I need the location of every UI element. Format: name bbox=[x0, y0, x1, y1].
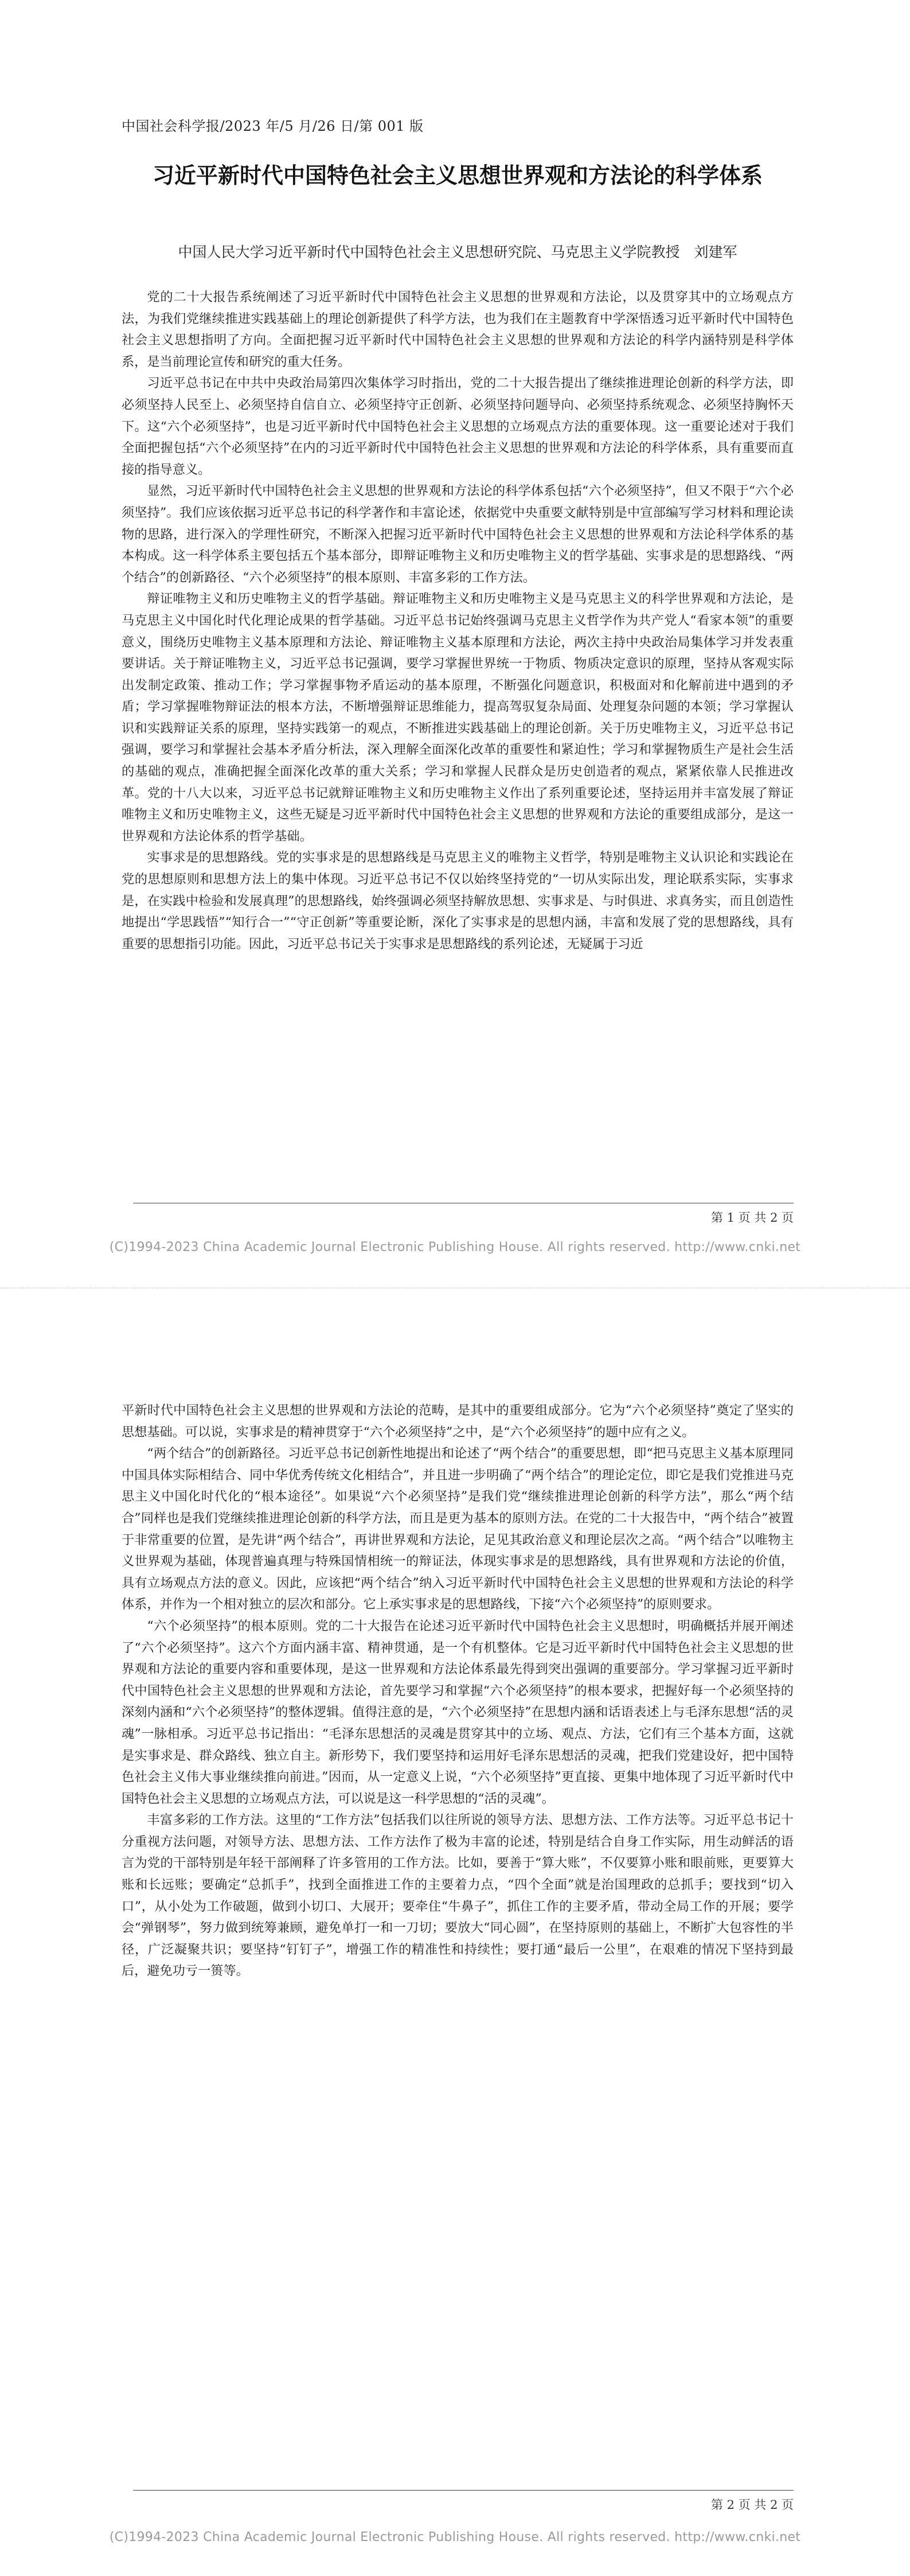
article-body-page-1 bbox=[122, 287, 794, 955]
author-line: 中国人民大学习近平新时代中国特色社会主义思想研究院、马克思主义学院教授 刘建军 bbox=[178, 244, 737, 260]
paragraph: 辩证唯物主义和历史唯物主义的哲学基础。辩证唯物主义和历史唯物主义是马克思主义的科学世界观和方法论，是马克思主义中国化时代化理论成果的哲学基础。习近平总书记始终强调马克思主义哲学作为共产党人“看家本领”的重要意义，围绕历史唯物主义基本原理和方法论、辩证唯物主义基本原理和方法论，两次主持中央政治局集体学习并发表重要讲话。关于辩证唯物主义，习近平总书记强调，要学习掌握世界统一于物质、物质决定意识的原理，坚持从客观实际出发制定政策、推动工作；学习掌握事物矛盾运动的基本原理，不断强化问题意识，积极面对和化解前进中遇到的矛盾；学习掌握唯物辩证法的根本方法，不断增强辩证思维能力，提高驾驭复杂局面、处理复杂问题的本领；学习掌握认识和实践辩证关系的原理，坚持实践第一的观点，不断推进实践基础上的理论创新。关于历史唯物主义，习近平总书记强调，要学习和掌握社会基本矛盾分析法，深入理解全面深化改革的重要性和紧迫性；学习和掌握物质生产是社会生活的基础的观点，准确把握全面深化改革的重大关系；学习和掌握人民群众是历史创造者的观点，紧紧依靠人民推进改革。党的十八大以来，习近平总书记就辩证唯物主义和历史唯物主义作出了系列重要论述，坚持运用并丰富发展了辩证唯物主义和历史唯物主义，这些无疑是习近平新时代中国特色社会主义思想的世界观和方法论的重要组成部分，是这一世界观和方法论体系的哲学基础。 bbox=[122, 591, 794, 844]
article-title: 习近平新时代中国特色社会主义思想世界观和方法论的科学体系 bbox=[152, 163, 763, 188]
copyright-notice: (C)1994-2023 China Academic Journal Electronic Publishing House. All rights reserved. http://www.cnki.net bbox=[109, 2530, 801, 2544]
page-number: 第 1 页 共 2 页 bbox=[710, 1211, 794, 1225]
paragraph: 习近平总书记在中共中央政治局第四次集体学习时指出，党的二十大报告提出了继续推进理论创新的科学方法，即必须坚持人民至上、必须坚持自信自立、必须坚持守正创新、必须坚持问题导向、必须坚持系统观念、必须坚持胸怀天下。这“六个必须坚持”，也是习近平新时代中国特色社会主义思想的立场观点方法的重要体现。这一重要论述对于我们全面把握包括“六个必须坚持”在内的习近平新时代中国特色社会主义思想的世界观和方法论的科学体系，具有重要而直接的指导意义。 bbox=[122, 376, 794, 477]
document-page-2 bbox=[0, 1288, 910, 2576]
paragraph: “六个必须坚持”的根本原则。党的二十大报告在论述习近平新时代中国特色社会主义思想时，明确概括并展开阐述了“六个必须坚持”。这六个方面内涵丰富、精神贯通，是一个有机整体。它是习近平新时代中国特色社会主义思想的世界观和方法论的重要内容和重要体现，是这一世界观和方法论体系最先得到突出强调的重要部分。学习掌握习近平新时代中国特色社会主义思想的世界观和方法论，首先要学习和掌握“六个必须坚持”的根本要求，把握好每一个必须坚持的深刻内涵和“六个必须坚持”的整体逻辑。值得注意的是，“六个必须坚持”在思想内涵和话语表述上与毛泽东思想“活的灵魂”一脉相承。习近平总书记指出：“毛泽东思想活的灵魂是贯穿其中的立场、观点、方法，它们有三个基本方面，这就是实事求是、群众路线、独立自主。新形势下，我们要坚持和运用好毛泽东思想活的灵魂，把我们党建设好，把中国特色社会主义伟大事业继续推向前进。”因而，从一定意义上说，“六个必须坚持”更直接、更集中地体现了习近平新时代中国特色社会主义思想的立场观点方法，可以说是这一科学思想的“活的灵魂”。 bbox=[122, 1618, 794, 1806]
paragraph: 实事求是的思想路线。党的实事求是的思想路线是马克思主义的唯物主义哲学，特别是唯物主义认识论和实践论在党的思想原则和思想方法上的集中体现。习近平总书记不仅以始终坚持党的“一切从实际出发，理论联系实际，实事求是，在实践中检验和发展真理”的思想路线，始终强调必须坚持解放思想、实事求是、与时俱进、求真务实，而且创造性地提出“学思践悟”“知行合一”“守正创新”等重要论断，深化了实事求是的思想内涵，丰富和发展了党的思想路线，具有重要的思想指引功能。因此，习近平总书记关于实事求是思想路线的系列论述，无疑属于习近 bbox=[122, 850, 794, 952]
paragraph: 党的二十大报告系统阐述了习近平新时代中国特色社会主义思想的世界观和方法论，以及贯穿其中的立场观点方法，为我们党继续推进实践基础上的理论创新提供了科学方法，也为我们在主题教育中学深悟透习近平新时代中国特色社会主义思想指明了方向。全面把握习近平新时代中国特色社会主义思想的世界观和方法论的科学内涵特别是科学体系，是当前理论宣传和研究的重大任务。 bbox=[122, 290, 794, 369]
paragraph: “两个结合”的创新路径。习近平总书记创新性地提出和论述了“两个结合”的重要思想，即“把马克思主义基本原理同中国具体实际相结合、同中华优秀传统文化相结合”，并且进一步明确了“两个结合”的理论定位，即它是我们党推进马克思主义中国化时代化的“根本途径”。如果说“六个必须坚持”是我们党“继续推进理论创新的科学方法”，那么“两个结合”同样也是我们党继续推进理论创新的科学方法，而且是更为基本的原则方法。在党的二十大报告中，“两个结合”被置于非常重要的位置，是先讲“两个结合”，再讲世界观和方法论，足见其政治意义和理论层次之高。“两个结合”以唯物主义世界观为基础，体现普遍真理与特殊国情相统一的辩证法，体现实事求是的思想路线，具有世界观和方法论的价值，具有立场观点方法的意义。因此，应该把“两个结合”纳入习近平新时代中国特色社会主义思想的世界观和方法论的科学体系，并作为一个相对独立的层次和部分。它上承实事求是的思想路线，下接“六个必须坚持”的原则要求。 bbox=[122, 1446, 794, 1612]
paragraph-continuation: 平新时代中国特色社会主义思想的世界观和方法论的范畴，是其中的重要组成部分。它为“六个必须坚持”奠定了坚实的思想基础。可以说，实事求是的精神贯穿于“六个必须坚持”之中，是“六个必须坚持”的题中应有之义。 bbox=[122, 1403, 794, 1440]
paragraph: 显然，习近平新时代中国特色社会主义思想的世界观和方法论的科学体系包括“六个必须坚持”，但又不限于“六个必须坚持”。我们应该依据习近平总书记的科学著作和丰富论述，依据党中央重要文献特别是中宣部编写学习材料和理论读物的思路，进行深入的学理性研究，不断深入把握习近平新时代中国特色社会主义思想的世界观和方法论科学体系的基本构成。这一科学体系主要包括五个基本部分，即辩证唯物主义和历史唯物主义的哲学基础、实事求是的思想路线、“两个结合”的创新路径、“六个必须坚持”的根本原则、丰富多彩的工作方法。 bbox=[122, 484, 794, 585]
copyright-notice: (C)1994-2023 China Academic Journal Electronic Publishing House. All rights reserved. http://www.cnki.net bbox=[109, 1240, 801, 1254]
footer-rule bbox=[133, 2490, 794, 2491]
article-body-page-2 bbox=[122, 1400, 794, 1982]
page-number: 第 2 页 共 2 页 bbox=[710, 2498, 794, 2512]
paragraph: 丰富多彩的工作方法。这里的“工作方法”包括我们以往所说的领导方法、思想方法、工作方法等。习近平总书记十分重视方法问题，对领导方法、思想方法、工作方法作了极为丰富的论述，特别是结合自身工作实际，用生动鲜活的语言为党的干部特别是年轻干部阐释了许多管用的工作方法。比如，要善于“算大账”，不仅要算小账和眼前账，更要算大账和长远账；要确定“总抓手”，找到全面推进工作的主要着力点，“四个全面”就是治国理政的总抓手；要找到“切入口”，从小处为工作破题，做到小切口、大展开；要牵住“牛鼻子”，抓住工作的主要矛盾，带动全局工作的开展；要学会“弹钢琴”，努力做到统筹兼顾，避免单打一和一刀切；要放大“同心圆”，在坚持原则的基础上，不断扩大包容性的半径，广泛凝聚共识；要坚持“钉钉子”，增强工作的精准性和持续性；要打通“最后一公里”，在艰难的情况下坚持到最后，避免功亏一篑等。 bbox=[122, 1813, 794, 1979]
source-header: 中国社会科学报/2023 年/5 月/26 日/第 001 版 bbox=[122, 118, 424, 134]
